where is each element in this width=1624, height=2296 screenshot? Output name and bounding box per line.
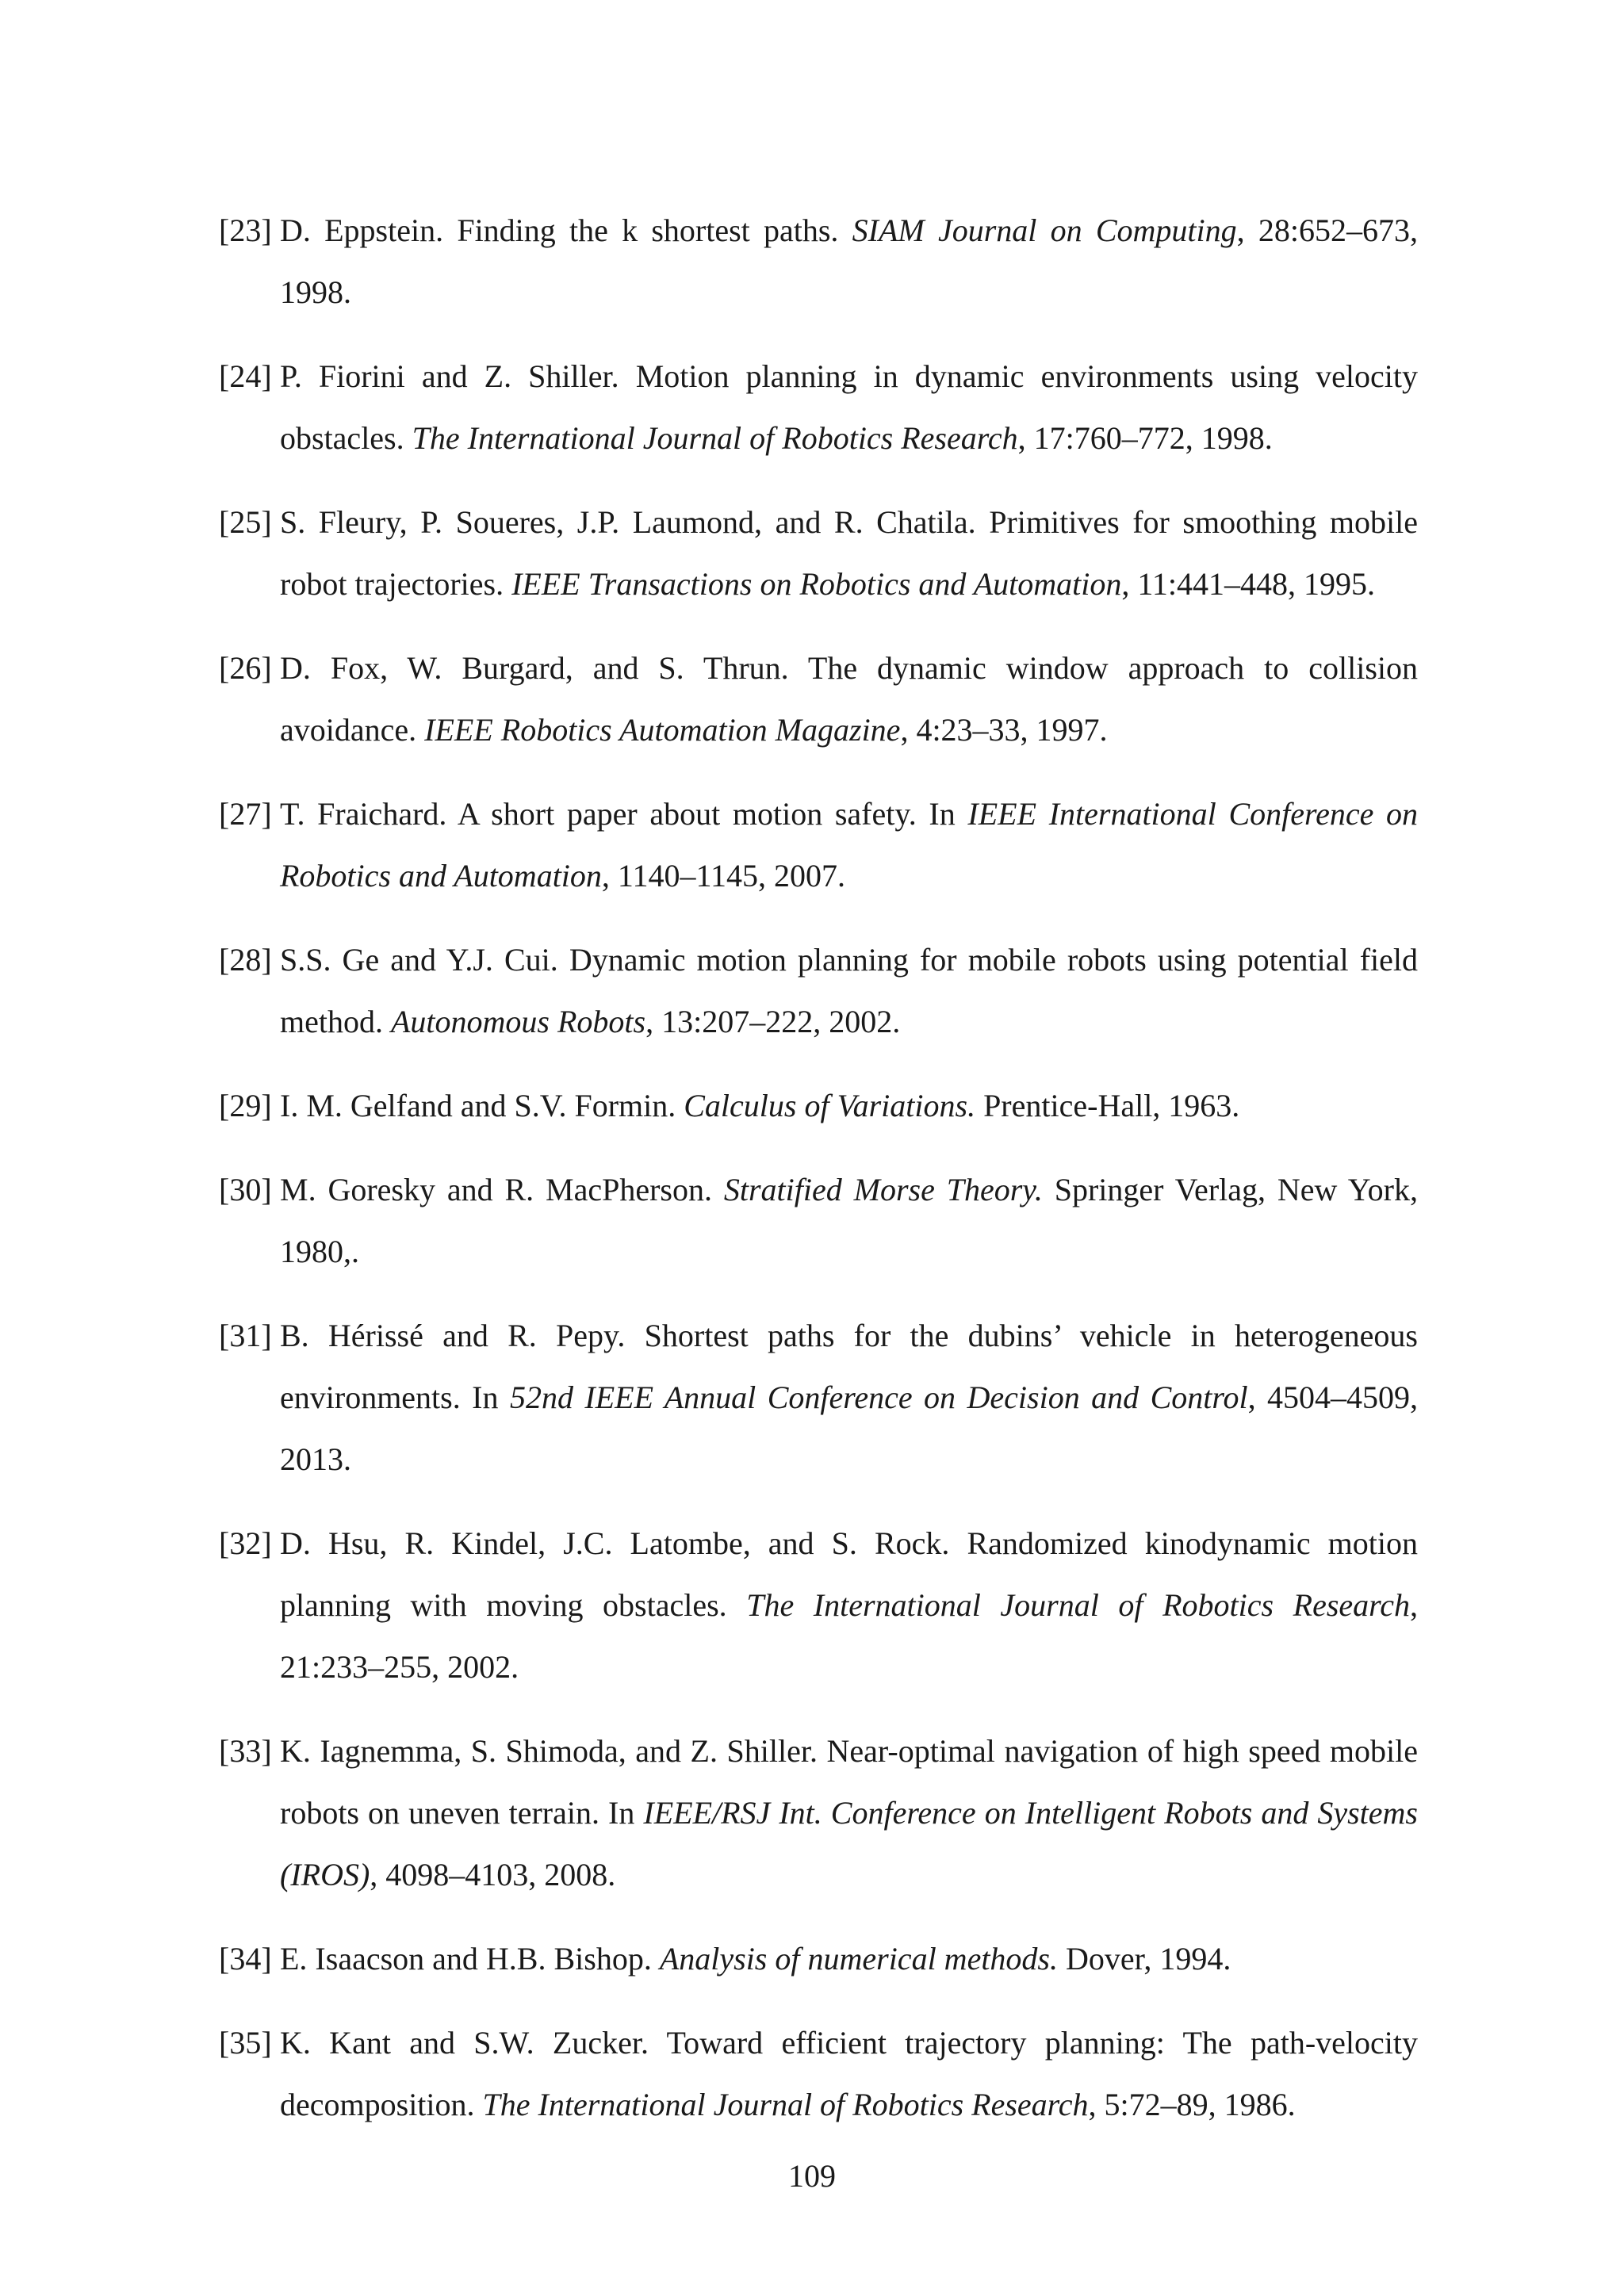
reference-number: [25]	[219, 504, 272, 540]
reference-venue: The International Journal of Robotics Research	[746, 1587, 1410, 1623]
reference-details: , 28:652–673, 1998.	[280, 212, 1418, 310]
reference-venue: Autonomous Robots	[390, 1004, 646, 1039]
reference-text: D. Eppstein. Finding the k shortest paths.	[280, 212, 852, 248]
reference-item	[219, 2012, 1418, 2136]
reference-venue: Calculus of Variations.	[684, 1088, 976, 1123]
reference-number: [27]	[219, 796, 272, 832]
reference-text: S. Fleury, P. Soueres, J.P. Laumond, and R. Chatila. Primitives for smoothing mobile robot trajectories.	[280, 504, 1418, 602]
reference-venue: SIAM Journal on Computing	[852, 212, 1237, 248]
reference-details: , 4504–4509, 2013.	[280, 1380, 1419, 1477]
reference-number: [29]	[219, 1088, 272, 1123]
reference-item	[219, 346, 1418, 469]
reference-item	[219, 1720, 1418, 1906]
reference-item	[219, 929, 1418, 1053]
reference-item	[219, 1513, 1418, 1698]
reference-venue: IEEE International Conference on Robotics and Automation	[280, 796, 1418, 894]
reference-details: Dover, 1994.	[1058, 1941, 1231, 1976]
reference-details: , 11:441–448, 1995.	[1121, 566, 1376, 602]
reference-venue: IEEE/RSJ Int. Conference on Intelligent Robots and Systems (IROS)	[280, 1795, 1418, 1892]
reference-number: [32]	[219, 1525, 272, 1561]
reference-number: [33]	[219, 1733, 272, 1769]
reference-list	[219, 200, 1418, 2158]
page-number: 109	[788, 2158, 836, 2194]
reference-text: D. Fox, W. Burgard, and S. Thrun. The dynamic window approach to collision avoidance.	[280, 650, 1418, 748]
reference-number: [34]	[219, 1941, 272, 1976]
reference-number: [23]	[219, 212, 272, 248]
reference-item	[219, 1075, 1418, 1137]
reference-number: [31]	[219, 1318, 272, 1353]
reference-text: M. Goresky and R. MacPherson.	[280, 1172, 724, 1207]
reference-number: [35]	[219, 2025, 272, 2061]
reference-venue: 52nd IEEE Annual Conference on Decision and Control	[509, 1380, 1248, 1415]
reference-text: B. Hérissé and R. Pepy. Shortest paths for the dubins’ vehicle in heterogeneous environments. In	[280, 1318, 1418, 1415]
reference-details: , 4:23–33, 1997.	[900, 712, 1108, 748]
reference-text: E. Isaacson and H.B. Bishop.	[280, 1941, 660, 1976]
reference-text: K. Iagnemma, S. Shimoda, and Z. Shiller. Near-optimal navigation of high speed mobile robots on uneven terrain. In	[280, 1733, 1418, 1831]
reference-item	[219, 637, 1418, 761]
reference-venue: IEEE Transactions on Robotics and Automation	[511, 566, 1122, 602]
reference-details: , 1140–1145, 2007.	[601, 858, 845, 894]
reference-details: , 17:760–772, 1998.	[1017, 420, 1273, 456]
reference-number: [26]	[219, 650, 272, 686]
reference-details: , 4098–4103, 2008.	[370, 1857, 616, 1892]
reference-text: P. Fiorini and Z. Shiller. Motion planning in dynamic environments using velocity obstacles.	[280, 358, 1418, 456]
reference-number: [28]	[219, 942, 272, 978]
reference-details: Springer Verlag, New York, 1980,.	[280, 1172, 1418, 1269]
reference-text: K. Kant and S.W. Zucker. Toward efficient trajectory planning: The path-velocity decomposition.	[280, 2025, 1418, 2122]
reference-details: , 5:72–89, 1986.	[1088, 2087, 1296, 2122]
reference-venue: IEEE Robotics Automation Magazine	[424, 712, 901, 748]
reference-item	[219, 783, 1418, 907]
reference-item	[219, 200, 1418, 323]
reference-venue: The International Journal of Robotics Research	[482, 2087, 1089, 2122]
reference-details: Prentice-Hall, 1963.	[975, 1088, 1240, 1123]
reference-details: , 13:207–222, 2002.	[645, 1004, 901, 1039]
reference-details: , 21:233–255, 2002.	[280, 1587, 1418, 1685]
reference-venue: Analysis of numerical methods.	[659, 1941, 1058, 1976]
reference-venue: Stratified Morse Theory.	[723, 1172, 1043, 1207]
reference-number: [30]	[219, 1172, 272, 1207]
reference-item	[219, 1305, 1418, 1490]
reference-venue: The International Journal of Robotics Research	[412, 420, 1018, 456]
reference-item	[219, 1159, 1418, 1283]
reference-number: [24]	[219, 358, 272, 394]
reference-text: I. M. Gelfand and S.V. Formin.	[280, 1088, 684, 1123]
reference-text: T. Fraichard. A short paper about motion safety. In	[280, 796, 968, 832]
reference-item	[219, 1928, 1418, 1990]
reference-item	[219, 492, 1418, 615]
reference-text: S.S. Ge and Y.J. Cui. Dynamic motion planning for mobile robots using potential field method.	[280, 942, 1418, 1039]
reference-text: D. Hsu, R. Kindel, J.C. Latombe, and S. Rock. Randomized kinodynamic motion planning with moving obstacles.	[280, 1525, 1418, 1623]
